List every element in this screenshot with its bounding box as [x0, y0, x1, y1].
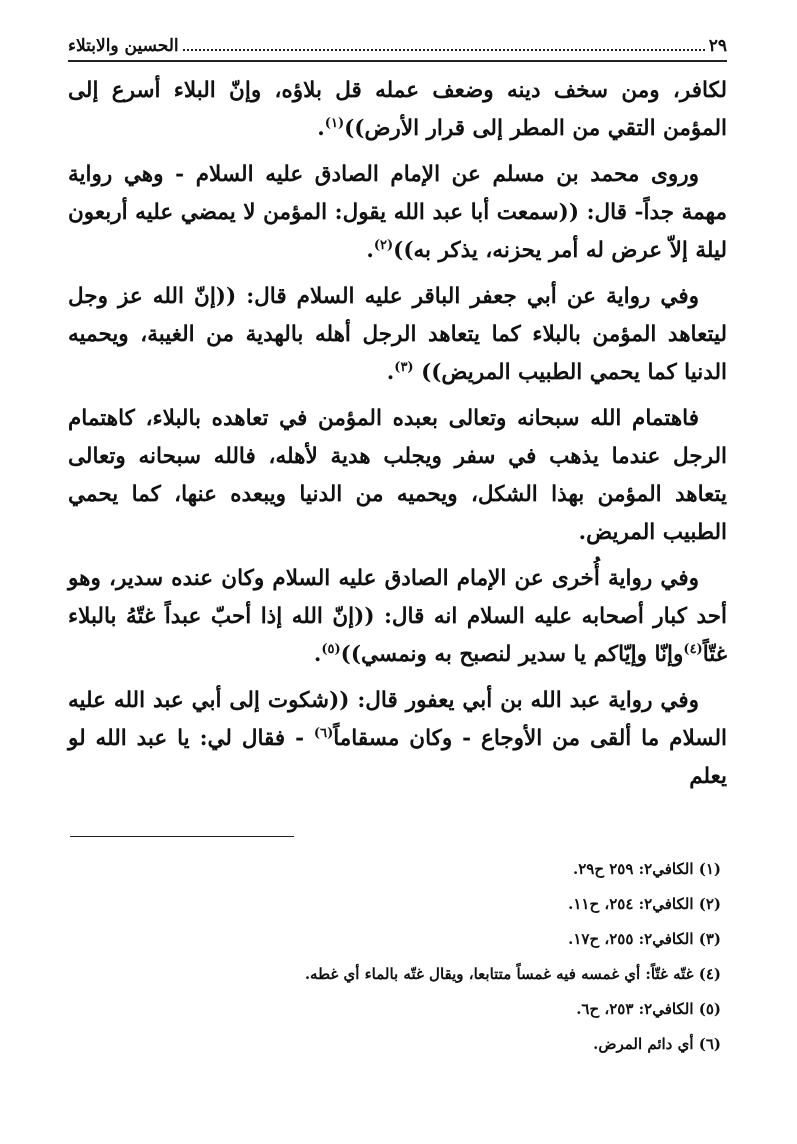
footnote-ref: (٦) [313, 725, 334, 741]
running-header [68, 30, 727, 56]
main-text [68, 72, 727, 804]
paragraph: وروى محمد بن مسلم عن الإمام الصادق عليه السلام - وهي رواية مهمة جداً- قال: ((سمعت أبا عبد الله يقول: المؤمن لا يمضي عليه أربعون ليلة إلاّ عرض له أمر يحزنه، يذكر به))$^{(٢)}$. [68, 162, 727, 263]
footnote-ref: (٣) [394, 359, 414, 375]
header-rule [68, 60, 727, 62]
footnote-item: (١) الكافي٢: ٢٥٩ ح٢٩. [572, 860, 721, 878]
footnote-item: (٥) الكافي٢: ٢٥٣، ح٦. [576, 1000, 721, 1018]
paragraph: وفي رواية أُخرى عن الإمام الصادق عليه السلام وكان عنده سدير، وهو أحد كبار أصحابه عليه السلام انه قال: ((إنّ الله إذا أحبّ عبداً غتّهُ بالبلاء غتّاً$^{(٤)}$وإنّا وإيّاكم يا سدير لنصبح به ونمسي))$^{(٥)}$. [68, 566, 727, 667]
footnote-ref: (٤) [683, 641, 703, 657]
paragraph: وفي رواية عبد الله بن أبي يعفور قال: ((شكوت إلى أبي عبد الله عليه السلام ما ألقى من الأوجاع - وكان مسقاماً$^{(٦)}$ - فقال لي: يا عبد الله لو يعلم [68, 688, 727, 789]
paragraph: فاهتمام الله سبحانه وتعالى بعبده المؤمن في تعاهده بالبلاء، كاهتمام الرجل عندما يذهب في سفر ويجلب هدية لأهله، فالله سبحانه وتعالى يتعاهد المؤمن بهذا الشكل، ويحميه من الدنيا ويبعده عنها، كما يحمي الطبيب المريض. [68, 406, 727, 545]
header-dot-leader [183, 49, 705, 51]
footnote-item: (٦) أي دائم المرض. [593, 1035, 721, 1053]
page-number: ٢٩ [708, 36, 727, 56]
footnote-item: (٢) الكافي٢: ٢٥٤، ح١١. [568, 895, 721, 913]
footnote-ref: (٢) [373, 237, 394, 253]
running-title: الحسين والابتلاء [68, 36, 179, 56]
footnote-separator [70, 836, 294, 837]
footnote-ref: (١) [324, 115, 345, 131]
footnote-item: (٤) غتّه غتّاً: أي غمسه فيه غمساً متتابعا، ويقال غتّه بالماء أي غطه. [304, 965, 721, 983]
paragraph: لكافر، ومن سخف دينه وضعف عمله قل بلاؤه، وإنّ البلاء أسرع إلى المؤمن التقي من المطر إلى قرار الأرض))$^{(١)}$. [68, 78, 727, 141]
footnote-item: (٣) الكافي٢: ٢٥٥، ح١٧. [568, 930, 721, 948]
footnote-ref: (٥) [321, 641, 341, 657]
paragraph: وفي رواية عن أبي جعفر الباقر عليه السلام قال: ((إنّ الله عز وجل ليتعاهد المؤمن بالبلاء كما يتعاهد الرجل أهله بالهدية من الغيبة، ويحميه الدنيا كما يحمي الطبيب المريض)) $^{(٣)}$. [68, 284, 727, 385]
footnotes [68, 852, 727, 1062]
